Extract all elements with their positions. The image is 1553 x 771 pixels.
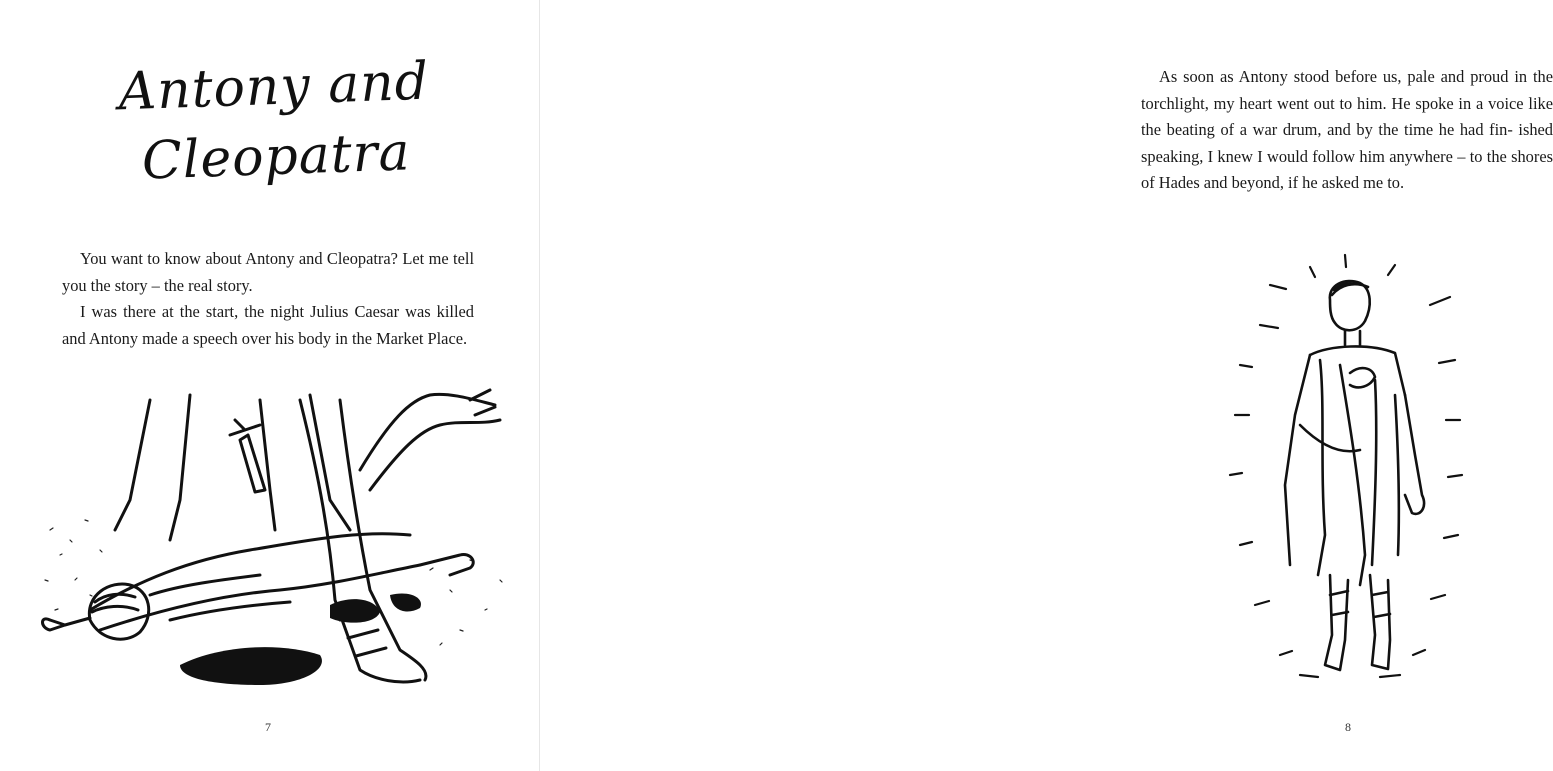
title-line-1: Antony and	[117, 51, 430, 123]
paragraph: I was there at the start, the night Julius Caesar was killed and Antony made a speech over his body in the Market Place.	[62, 302, 474, 348]
paragraph: As soon as Antony stood before us, pale and proud in the torchlight, my heart went out to him. He spoke in a voice like the beating of a war drum, and by the time he had fin- ished speaking, I knew I would follow him anywhere – to the shores of Hades and beyond, if he asked me to.	[1141, 67, 1553, 192]
antony-standing-illustration	[1200, 245, 1500, 695]
title-line-2: Cleopatra	[140, 122, 412, 192]
left-page	[0, 0, 540, 771]
chapter-title	[93, 46, 458, 198]
page-number: 7	[265, 720, 271, 734]
right-page	[540, 0, 1553, 771]
fallen-caesar-illustration	[30, 380, 520, 700]
paragraph: You want to know about Antony and Cleopatra? Let me tell you the story – the real story.	[62, 249, 474, 295]
left-body-text	[62, 246, 474, 352]
page-number: 8	[1345, 720, 1351, 734]
right-body-text	[1141, 64, 1553, 197]
